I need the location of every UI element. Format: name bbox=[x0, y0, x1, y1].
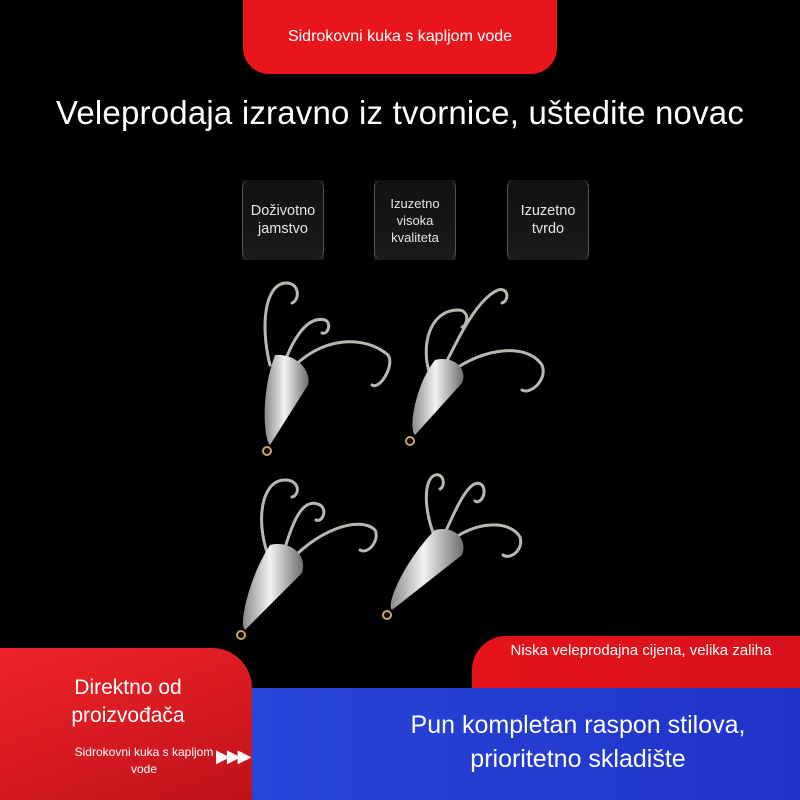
stock-text: Pun kompletan raspon stilova, prioritetno skladište bbox=[410, 711, 746, 773]
product-image-hooks bbox=[230, 275, 570, 650]
feature-label: Izuzetno tvrdo bbox=[520, 203, 576, 237]
arrows-icon: ▶▶▶ bbox=[216, 746, 249, 766]
top-banner bbox=[243, 0, 557, 74]
top-banner-text: Sidrokovni kuka s kapljom vode bbox=[287, 28, 513, 45]
feature-label: Izuzetno visoka kvaliteta bbox=[390, 195, 440, 245]
feature-hardness bbox=[507, 180, 589, 260]
feature-lifetime-warranty bbox=[242, 180, 324, 260]
manufacturer-subtitle: Sidrokovni kuka s kapljom vode bbox=[74, 745, 214, 776]
feature-label: Doživotno jamstvo bbox=[250, 203, 316, 237]
feature-high-quality bbox=[374, 180, 456, 260]
price-banner-text: Niska veleprodajna cijena, velika zaliha bbox=[510, 642, 772, 659]
headline: Veleprodaja izravno iz tvornice, uštedite novac bbox=[55, 94, 745, 131]
manufacturer-title: Direktno od proizvođača bbox=[71, 676, 185, 727]
